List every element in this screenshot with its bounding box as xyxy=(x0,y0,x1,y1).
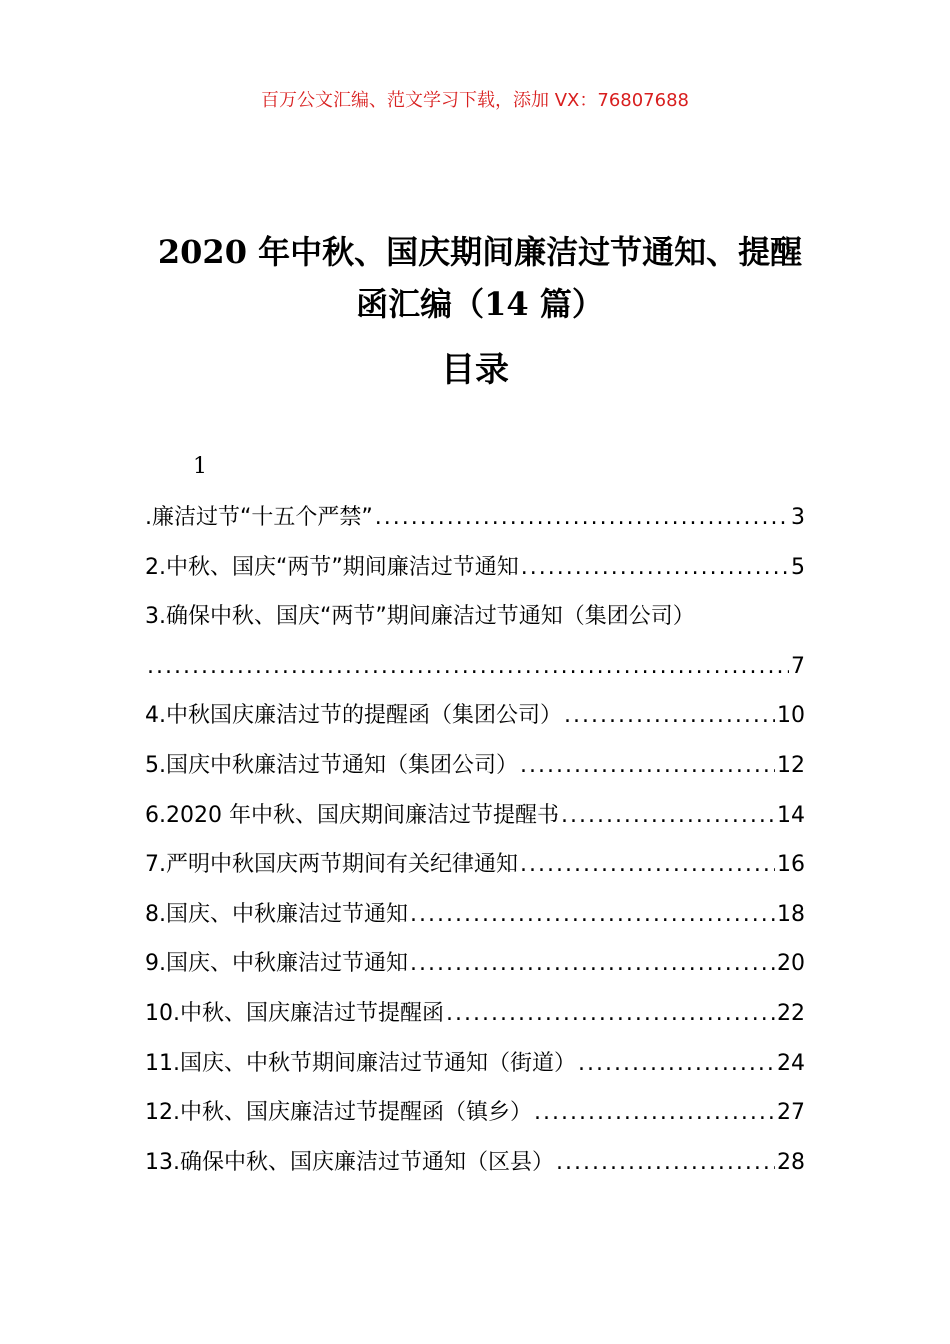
toc-entry-title: 5.国庆中秋廉洁过节通知（集团公司） xyxy=(145,752,518,778)
toc-entry-page: 5 xyxy=(791,554,805,580)
toc-leader-dots xyxy=(564,698,775,734)
toc-entry-title: 6.2020 年中秋、国庆期间廉洁过节提醒书 xyxy=(145,802,559,828)
toc-entry-page: 18 xyxy=(777,901,805,927)
header-note: 百万公文汇编、范文学习下载，添加 VX：76807688 xyxy=(261,90,689,111)
toc-entry-13[interactable] xyxy=(145,1145,805,1195)
toc-entry-title: 4.中秋国庆廉洁过节的提醒函（集团公司） xyxy=(145,703,562,729)
toc-leader-dots xyxy=(520,748,775,784)
toc-entry-page: 20 xyxy=(777,951,805,977)
toc-heading: 目录 xyxy=(441,350,509,390)
toc-leader-dots xyxy=(561,798,775,834)
toc-entry-page: 16 xyxy=(777,852,805,878)
toc-entry-9[interactable] xyxy=(145,946,805,996)
toc-entry-page: 28 xyxy=(777,1149,805,1175)
toc-entry-4[interactable] xyxy=(145,698,805,748)
toc-entry-title: 9.国庆、中秋廉洁过节通知 xyxy=(145,951,408,977)
toc-entry-12[interactable] xyxy=(145,1095,805,1145)
toc-entry-page: 7 xyxy=(791,653,805,679)
toc-entry-title: 2.中秋、国庆“两节”期间廉洁过节通知 xyxy=(145,554,519,580)
toc-entry-5[interactable] xyxy=(145,748,805,798)
toc-leader-dots xyxy=(556,1145,775,1181)
toc-entry-title: 3.确保中秋、国庆“两节”期间廉洁过节通知（集团公司） xyxy=(145,604,695,630)
toc-leader-dots xyxy=(520,847,775,883)
toc-entry-6[interactable] xyxy=(145,798,805,848)
toc-entry-page: 10 xyxy=(777,703,805,729)
toc-entry-2[interactable] xyxy=(145,550,805,600)
toc-entry-3[interactable] xyxy=(145,599,805,649)
toc-entry-10[interactable] xyxy=(145,996,805,1046)
toc-entry-page: 22 xyxy=(777,1000,805,1026)
toc-leader-dots xyxy=(521,550,789,586)
toc-first-number: 1 xyxy=(193,454,207,479)
toc-entry-3-continuation[interactable] xyxy=(145,649,805,699)
toc-entry-title: .廉洁过节“十五个严禁” xyxy=(145,505,373,530)
toc-leader-dots xyxy=(410,897,775,933)
toc-leader-dots xyxy=(534,1095,775,1131)
toc-entry-title: 13.确保中秋、国庆廉洁过节通知（区县） xyxy=(145,1149,554,1175)
toc-entry-page: 27 xyxy=(777,1100,805,1126)
toc-leader-dots xyxy=(375,500,789,536)
toc-leader-dots xyxy=(147,649,789,685)
toc-leader-dots xyxy=(578,1046,775,1082)
toc-entry-title: 10.中秋、国庆廉洁过节提醒函 xyxy=(145,1000,444,1026)
toc-entry-11[interactable] xyxy=(145,1046,805,1096)
toc-entry-title: 7.严明中秋国庆两节期间有关纪律通知 xyxy=(145,852,518,878)
toc-entry-title: 8.国庆、中秋廉洁过节通知 xyxy=(145,901,408,927)
toc-entry-1[interactable] xyxy=(145,500,805,550)
toc-entry-page: 3 xyxy=(791,505,805,530)
toc-entry-page: 12 xyxy=(777,752,805,778)
toc-entry-title: 12.中秋、国庆廉洁过节提醒函（镇乡） xyxy=(145,1100,532,1126)
toc-leader-dots xyxy=(446,996,775,1032)
toc-entry-7[interactable] xyxy=(145,847,805,897)
table-of-contents xyxy=(145,500,805,1194)
toc-entry-title: 11.国庆、中秋节期间廉洁过节通知（街道） xyxy=(145,1050,576,1076)
document-title: 2020 年中秋、国庆期间廉洁过节通知、提醒函汇编（14 篇） xyxy=(157,233,803,323)
toc-entry-8[interactable] xyxy=(145,897,805,947)
toc-entry-page: 14 xyxy=(777,802,805,828)
toc-leader-dots xyxy=(410,946,775,982)
toc-entry-page: 24 xyxy=(777,1050,805,1076)
